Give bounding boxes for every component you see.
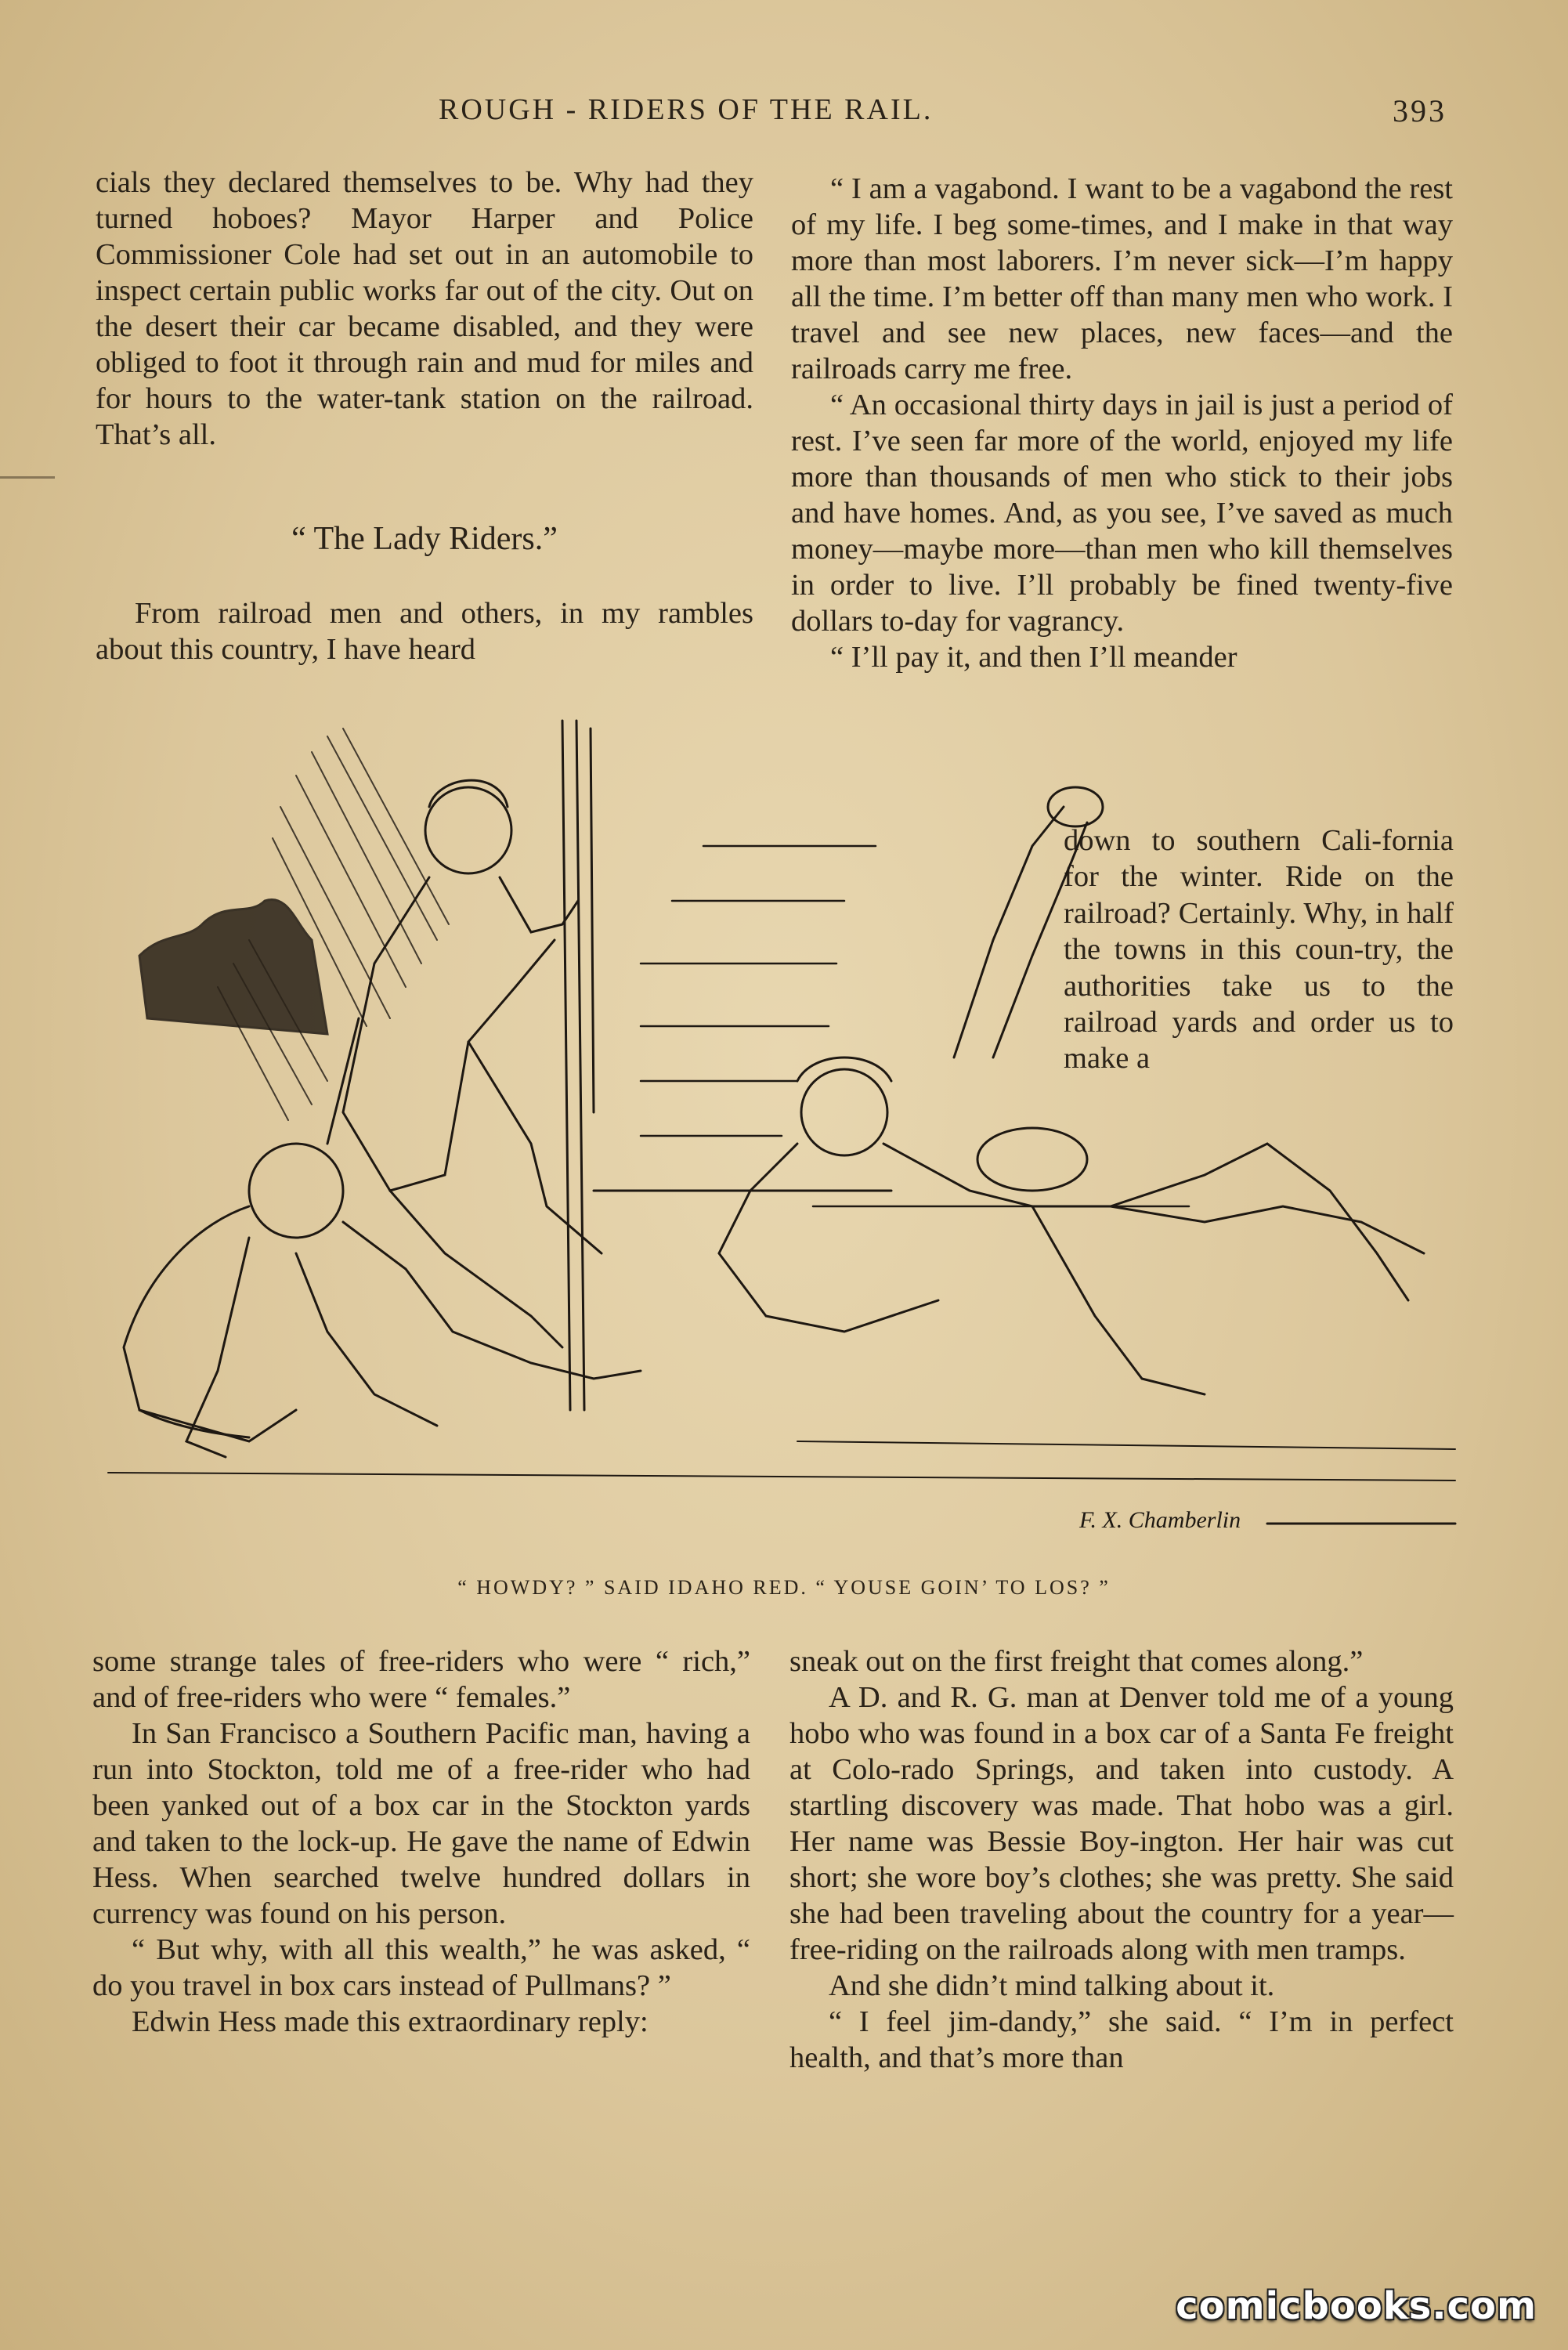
- standing-hobo-figure: [327, 780, 602, 1347]
- illustration-caption: “ HOWDY? ” SAID IDAHO RED. “ YOUSE GOIN’ TO LOS? ”: [457, 1576, 1111, 1599]
- paragraph: “ I’ll pay it, and then I’ll meander: [830, 641, 1237, 674]
- artist-signature: F. X. Chamberlin: [1079, 1507, 1241, 1533]
- left-column-bottom: [92, 1643, 750, 2040]
- paragraph: sneak out on the first freight that comes along.”: [789, 1645, 1364, 1678]
- right-column-bottom: [789, 1643, 1454, 2076]
- right-column-top: [791, 171, 1453, 675]
- paragraph: And she didn’t mind talking about it.: [829, 1969, 1275, 2002]
- left-column-top: [96, 164, 753, 453]
- paragraph: “ An occasional thirty days in jail is just a period of rest. I’ve seen far more of the world, enjoyed my life more than thousands of men who stick to their jobs and have homes. And, as you see, I’ve saved as much money—maybe more—than men who kill themselves in order to live. I’ll probably be fined twenty-five dollars to-day for vagrancy.: [791, 389, 1453, 638]
- paragraph: “ But why, with all this wealth,” he was asked, “ do you travel in box cars instead of Pullmans? ”: [92, 1933, 750, 2002]
- left-column-intro: [96, 595, 753, 667]
- paragraph: From railroad men and others, in my rambles about this country, I have heard: [96, 597, 753, 666]
- section-subheading: “ The Lady Riders.”: [291, 521, 558, 557]
- margin-mark: [0, 476, 55, 479]
- boxcar-siding: [641, 846, 1189, 1206]
- bush-shape: [139, 899, 327, 1034]
- paragraph: Edwin Hess made this extraordinary reply:: [132, 2005, 649, 2038]
- crouching-hobo-figure: [124, 1144, 641, 1457]
- paragraph: “ I am a vagabond. I want to be a vagabond the rest of my life. I beg some-times, and I make in that way more than most laborers. I’m never sick—I’m happy all the time. I’m better off than many men who work. I travel and see new places, new faces—and the railroads carry me free.: [791, 172, 1453, 385]
- paragraph: cials they declared themselves to be. Why had they turned hoboes? Mayor Harper and Police Commissioner Cole had set out in an automobile to inspect certain public works far out of the city. Out on the desert their car became disabled, and they were obliged to foot it through rain and mud for miles and for hours to the water-tank station on the railroad. That’s all.: [96, 166, 753, 451]
- reclining-hobo-figure: [719, 787, 1424, 1394]
- paragraph: A D. and R. G. man at Denver told me of a young hobo who was found in a box car of a Santa Fe freight at Colo-rado Springs, and taken into custody. A startling discovery was made. That hobo was a girl. Her name was Bessie Boy-ington. Her hair was cut short; she wore boy’s clothes; she was pretty. She said she had been traveling about the country for a year—free-riding on the railroads along with men tramps.: [789, 1681, 1454, 1966]
- illustration-hobos: [92, 705, 1471, 1535]
- paragraph: down to southern Cali-fornia for the winter. Ride on the railroad? Certainly. Why, in half the towns in this coun-try, the authorities take us to the railroad yards and order us to make a: [1064, 824, 1454, 1076]
- boxcar-door: [562, 721, 891, 1410]
- paragraph: In San Francisco a Southern Pacific man, having a run into Stockton, told me of a free-rider who had been yanked out of a box car in the Stockton yards and taken to the lock-up. He gave the name of Edwin Hess. When searched twelve hundred dollars in currency was found on his person.: [92, 1717, 750, 1930]
- ground-line: [108, 1441, 1455, 1480]
- paragraph: some strange tales of free-riders who were “ rich,” and of free-riders who were “ females.”: [92, 1645, 750, 1714]
- paragraph: “ I feel jim-dandy,” she said. “ I’m in perfect health, and that’s more than: [789, 2005, 1454, 2074]
- source-watermark: comicbooks.com: [1176, 2284, 1537, 2328]
- page-number: 393: [1393, 93, 1447, 128]
- running-title: ROUGH - RIDERS OF THE RAIL.: [439, 93, 934, 126]
